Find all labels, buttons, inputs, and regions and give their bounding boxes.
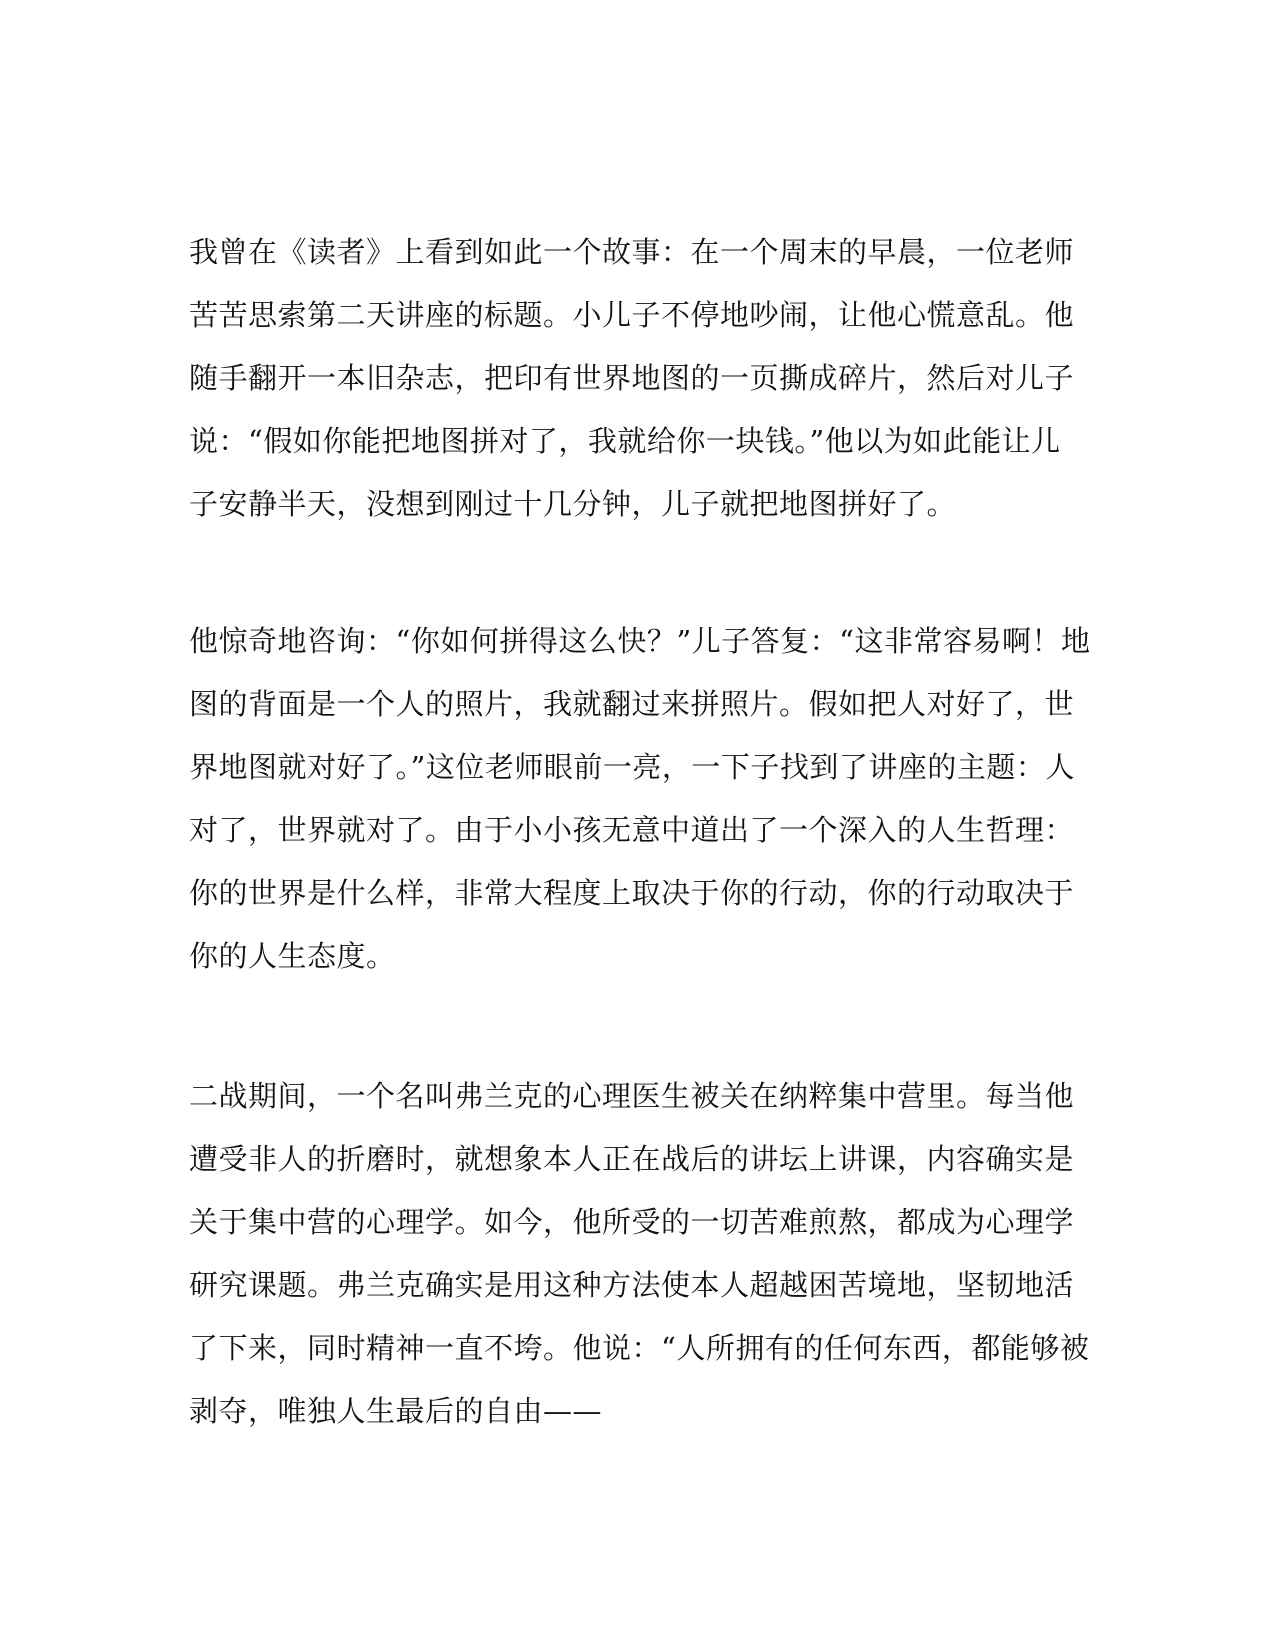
paragraph-line: 界地图就对好了。”这位老师眼前一亮，一下子找到了讲座的主题：人 — [189, 750, 1075, 784]
paragraph-line: 关于集中营的心理学。如今，他所受的一切苦难煎熬，都成为心理学 — [189, 1205, 1075, 1239]
paragraph-line: 图的背面是一个人的照片，我就翻过来拼照片。假如把人对好了，世 — [189, 687, 1075, 721]
paragraph-line: 我曾在《读者》上看到如此一个故事：在一个周末的早晨，一位老师 — [189, 235, 1075, 269]
paragraph-line: 遭受非人的折磨时，就想象本人正在战后的讲坛上讲课，内容确实是 — [189, 1142, 1075, 1176]
paragraph-line: 苦苦思索第二天讲座的标题。小儿子不停地吵闹，让他心慌意乱。他 — [189, 298, 1075, 332]
paragraph-line: 你的人生态度。 — [189, 939, 396, 973]
paragraph-line: 研究课题。弗兰克确实是用这种方法使本人超越困苦境地，坚韧地活 — [189, 1268, 1075, 1302]
paragraph-reader-story — [189, 221, 1075, 536]
paragraph-line: 他惊奇地咨询：“你如何拼得这么快？”儿子答复：“这非常容易啊！地 — [189, 624, 1091, 658]
paragraph-line: 说：“假如你能把地图拼对了，我就给你一块钱。”他以为如此能让儿 — [189, 424, 1061, 458]
paragraph-line: 子安静半天，没想到刚过十几分钟，儿子就把地图拼好了。 — [189, 487, 957, 521]
paragraph-frankl-story — [189, 1065, 1090, 1443]
paragraph-line: 剥夺，唯独人生最后的自由—— — [189, 1394, 603, 1428]
paragraph-line: 对了，世界就对了。由于小小孩无意中道出了一个深入的人生哲理： — [189, 813, 1075, 847]
paragraph-line: 随手翻开一本旧杂志，把印有世界地图的一页撕成碎片，然后对儿子 — [189, 361, 1075, 395]
paragraph-line: 二战期间，一个名叫弗兰克的心理医生被关在纳粹集中营里。每当他 — [189, 1079, 1075, 1113]
paragraph-line: 你的世界是什么样，非常大程度上取决于你的行动，你的行动取决于 — [189, 876, 1075, 910]
paragraph-line: 了下来，同时精神一直不垮。他说：“人所拥有的任何东西，都能够被 — [189, 1331, 1090, 1365]
paragraph-map-puzzle — [189, 610, 1091, 988]
